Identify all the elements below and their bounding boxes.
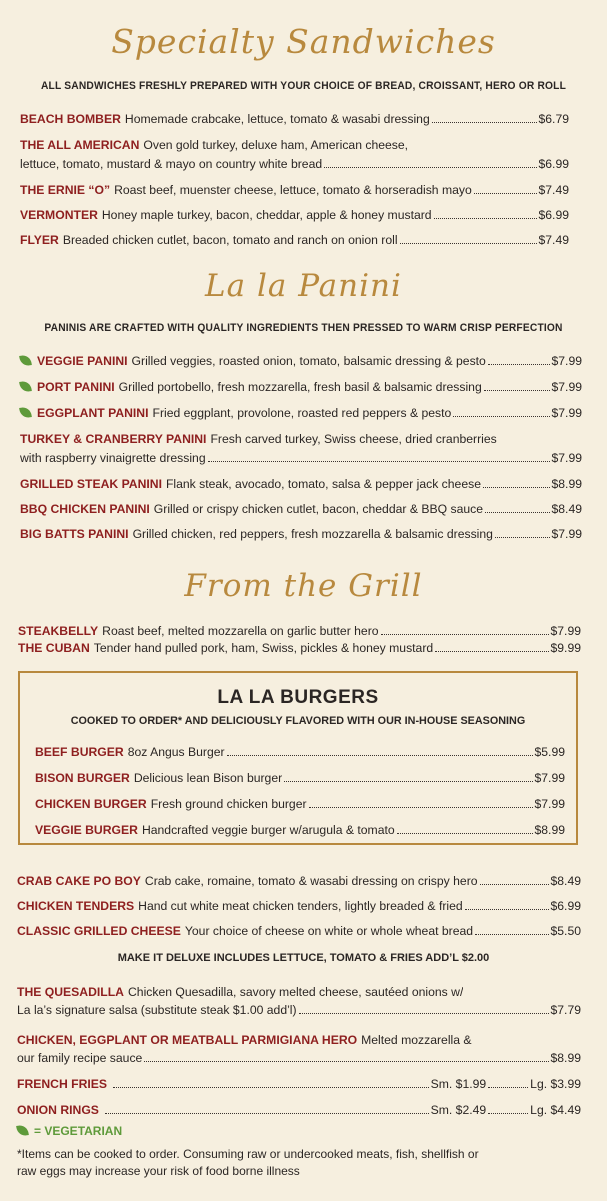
item-price: $7.99 <box>551 527 582 541</box>
item-desc-line2: with raspberry vinaigrette dressing <box>20 451 206 465</box>
item-name: THE ERNIE “O” <box>20 183 111 197</box>
item-desc-line2: La la’s signature salsa (substitute steak $1.00 add’l) <box>17 1003 297 1017</box>
dot-leader <box>208 461 550 462</box>
burgers-subtitle: COOKED TO ORDER* AND DELICIOUSLY FLAVORED WITH OUR IN-HOUSE SEASONING <box>70 715 526 727</box>
item-desc: Grilled or crispy chicken cutlet, bacon, cheddar & BBQ sauce <box>153 502 483 516</box>
item-name: VERMONTER <box>20 208 98 222</box>
menu-item <box>35 745 565 760</box>
section-title-sandwiches: Specialty Sandwiches <box>111 22 496 61</box>
item-name: FRENCH FRIES <box>17 1077 108 1091</box>
menu-item <box>20 502 582 517</box>
item-desc: Fresh carved turkey, Swiss cheese, dried cranberries <box>210 432 497 446</box>
item-price: $7.79 <box>550 1003 581 1017</box>
vegetarian-leaf-icon <box>19 354 32 367</box>
dot-leader <box>381 634 549 635</box>
menu-item-continued <box>20 451 582 466</box>
item-price: $7.99 <box>551 380 582 394</box>
item-name: BEEF BURGER <box>35 745 124 759</box>
sandwiches-subtitle: ALL SANDWICHES FRESHLY PREPARED WITH YOUR CHOICE OF BREAD, CROISSANT, HERO OR ROLL <box>40 80 567 92</box>
item-name: FLYER <box>20 233 59 247</box>
vegetarian-legend-text: = VEGETARIAN <box>34 1124 123 1138</box>
item-desc: Tender hand pulled pork, ham, Swiss, pickles & honey mustard <box>93 641 434 655</box>
item-desc-line2: lettuce, tomato, mustard & mayo on country white bread <box>20 157 323 171</box>
menu-item <box>17 1077 581 1092</box>
menu-item-continued <box>17 1051 581 1066</box>
item-price: $7.99 <box>551 354 582 368</box>
item-price-small: Sm. $1.99 <box>430 1077 487 1091</box>
item-price: $8.49 <box>551 502 582 516</box>
item-name: THE CUBAN <box>18 641 90 655</box>
item-desc: Crab cake, romaine, tomato & wasabi dressing on crispy hero <box>144 874 478 888</box>
item-name: ONION RINGS <box>17 1103 99 1117</box>
item-desc: Chicken Quesadilla, savory melted cheese, sautéed onions w/ <box>127 985 464 999</box>
dot-leader <box>474 193 537 194</box>
menu-item <box>17 985 581 1000</box>
item-desc: Roast beef, muenster cheese, lettuce, tomato & horseradish mayo <box>114 183 472 197</box>
dot-leader <box>484 390 550 391</box>
menu-item <box>20 477 582 492</box>
menu-item <box>20 112 569 127</box>
dot-leader <box>227 755 533 756</box>
item-name: BISON BURGER <box>35 771 130 785</box>
item-desc: 8oz Angus Burger <box>127 745 225 759</box>
item-price: $8.99 <box>534 823 565 837</box>
menu-item <box>35 771 565 786</box>
item-price-large: Lg. $4.49 <box>530 1103 581 1117</box>
item-price: $6.99 <box>538 157 569 171</box>
item-price: $7.49 <box>538 233 569 247</box>
vegetarian-legend <box>17 1124 122 1138</box>
item-price: $8.49 <box>550 874 581 888</box>
item-name: CRAB CAKE PO BOY <box>17 874 141 888</box>
dot-leader <box>309 807 533 808</box>
item-price: $6.79 <box>538 112 569 126</box>
dot-leader <box>400 243 537 244</box>
menu-item-continued <box>20 157 569 172</box>
item-desc: Grilled chicken, red peppers, fresh mozzarella & balsamic dressing <box>132 527 493 541</box>
item-name: EGGPLANT PANINI <box>37 406 149 420</box>
item-name: VEGGIE BURGER <box>35 823 138 837</box>
item-desc: Fresh ground chicken burger <box>150 797 307 811</box>
item-price: $7.99 <box>551 451 582 465</box>
dot-leader <box>453 416 549 417</box>
dot-leader <box>432 122 537 123</box>
item-name: BEACH BOMBER <box>20 112 121 126</box>
item-desc: Hand cut white meat chicken tenders, lightly breaded & fried <box>138 899 463 913</box>
dot-leader <box>488 364 550 365</box>
panini-subtitle: PANINIS ARE CRAFTED WITH QUALITY INGREDIENTS THEN PRESSED TO WARM CRISP PERFECTION <box>44 322 563 334</box>
menu-item <box>17 899 581 914</box>
item-name: VEGGIE PANINI <box>37 354 128 368</box>
dot-leader <box>435 651 548 652</box>
item-price-small: Sm. $2.49 <box>430 1103 487 1117</box>
menu-item <box>20 432 582 447</box>
disclaimer-line-2: raw eggs may increase your risk of food borne illness <box>17 1164 300 1178</box>
item-name: THE ALL AMERICAN <box>20 138 140 152</box>
item-price: $7.99 <box>534 771 565 785</box>
item-price-large: Lg. $3.99 <box>530 1077 581 1091</box>
dot-leader <box>299 1013 549 1014</box>
item-desc: Grilled veggies, roasted onion, tomato, balsamic dressing & pesto <box>131 354 486 368</box>
menu-item <box>17 924 581 939</box>
item-name: CHICKEN BURGER <box>35 797 147 811</box>
dot-leader <box>144 1061 548 1062</box>
item-name: GRILLED STEAK PANINI <box>20 477 162 491</box>
item-desc: Fried eggplant, provolone, roasted red peppers & pesto <box>152 406 452 420</box>
dot-leader <box>495 537 550 538</box>
menu-item <box>17 874 581 889</box>
item-name: TURKEY & CRANBERRY PANINI <box>20 432 207 446</box>
vegetarian-leaf-icon <box>16 1124 29 1137</box>
dot-leader <box>483 487 550 488</box>
item-desc: Grilled portobello, fresh mozzarella, fresh basil & balsamic dressing <box>118 380 482 394</box>
dot-leader <box>324 167 536 168</box>
menu-item <box>17 1103 581 1118</box>
item-name: CHICKEN, EGGPLANT OR MEATBALL PARMIGIANA HERO <box>17 1033 358 1047</box>
menu-item-continued <box>17 1003 581 1018</box>
item-name: THE QUESADILLA <box>17 985 124 999</box>
menu-item <box>17 1033 581 1048</box>
item-name: PORT PANINI <box>37 380 115 394</box>
menu-item <box>20 406 582 421</box>
menu-item <box>20 138 569 153</box>
item-name: BIG BATTS PANINI <box>20 527 129 541</box>
item-price: $8.99 <box>550 1051 581 1065</box>
item-price: $5.99 <box>534 745 565 759</box>
menu-item <box>20 208 569 223</box>
menu-item <box>20 233 569 248</box>
menu-item <box>20 527 582 542</box>
section-title-panini: La la Panini <box>205 268 402 304</box>
item-price: $8.99 <box>551 477 582 491</box>
item-price: $5.50 <box>550 924 581 938</box>
dot-leader <box>475 934 548 935</box>
burgers-title: LA LA BURGERS <box>217 687 379 708</box>
vegetarian-leaf-icon <box>19 380 32 393</box>
dot-leader <box>488 1113 528 1114</box>
dot-leader <box>397 833 533 834</box>
item-price: $7.99 <box>550 624 581 638</box>
item-desc: Breaded chicken cutlet, bacon, tomato and ranch on onion roll <box>62 233 398 247</box>
burgers-box <box>18 671 578 845</box>
menu-item <box>20 380 582 395</box>
item-price: $6.99 <box>538 208 569 222</box>
item-price: $7.49 <box>538 183 569 197</box>
deluxe-note: MAKE IT DELUXE INCLUDES LETTUCE, TOMATO & FRIES ADD’L $2.00 <box>117 952 490 964</box>
item-desc: Roast beef, melted mozzarella on garlic butter hero <box>102 624 379 638</box>
menu-item <box>20 354 582 369</box>
section-title-grill: From the Grill <box>184 568 423 604</box>
dot-leader <box>434 218 537 219</box>
menu-item <box>35 797 565 812</box>
menu-item <box>35 823 565 838</box>
item-desc: Handcrafted veggie burger w/arugula & tomato <box>141 823 395 837</box>
dot-leader <box>485 512 550 513</box>
menu-item <box>18 624 581 639</box>
vegetarian-leaf-icon <box>19 406 32 419</box>
dot-leader <box>480 884 549 885</box>
item-desc: Honey maple turkey, bacon, cheddar, apple & honey mustard <box>101 208 432 222</box>
menu-item <box>18 641 581 656</box>
dot-leader <box>465 909 549 910</box>
item-price: $7.99 <box>534 797 565 811</box>
item-desc: Delicious lean Bison burger <box>133 771 283 785</box>
dot-leader <box>113 1087 429 1088</box>
item-name: STEAKBELLY <box>18 624 99 638</box>
item-desc: Your choice of cheese on white or whole wheat bread <box>184 924 474 938</box>
item-desc: Melted mozzarella & <box>361 1033 472 1047</box>
item-desc: Flank steak, avocado, tomato, salsa & pepper jack cheese <box>165 477 481 491</box>
item-price: $7.99 <box>551 406 582 420</box>
dot-leader <box>105 1113 429 1114</box>
item-desc: Homemade crabcake, lettuce, tomato & wasabi dressing <box>124 112 430 126</box>
item-name: CLASSIC GRILLED CHEESE <box>17 924 181 938</box>
item-desc: Oven gold turkey, deluxe ham, American cheese, <box>143 138 409 152</box>
dot-leader <box>284 781 532 782</box>
item-price: $9.99 <box>550 641 581 655</box>
item-desc-line2: our family recipe sauce <box>17 1051 143 1065</box>
item-price: $6.99 <box>550 899 581 913</box>
dot-leader <box>488 1087 528 1088</box>
menu-item <box>20 183 569 198</box>
item-name: BBQ CHICKEN PANINI <box>20 502 150 516</box>
item-name: CHICKEN TENDERS <box>17 899 135 913</box>
disclaimer-line-1: *Items can be cooked to order. Consuming raw or undercooked meats, fish, shellfish or <box>17 1147 479 1161</box>
